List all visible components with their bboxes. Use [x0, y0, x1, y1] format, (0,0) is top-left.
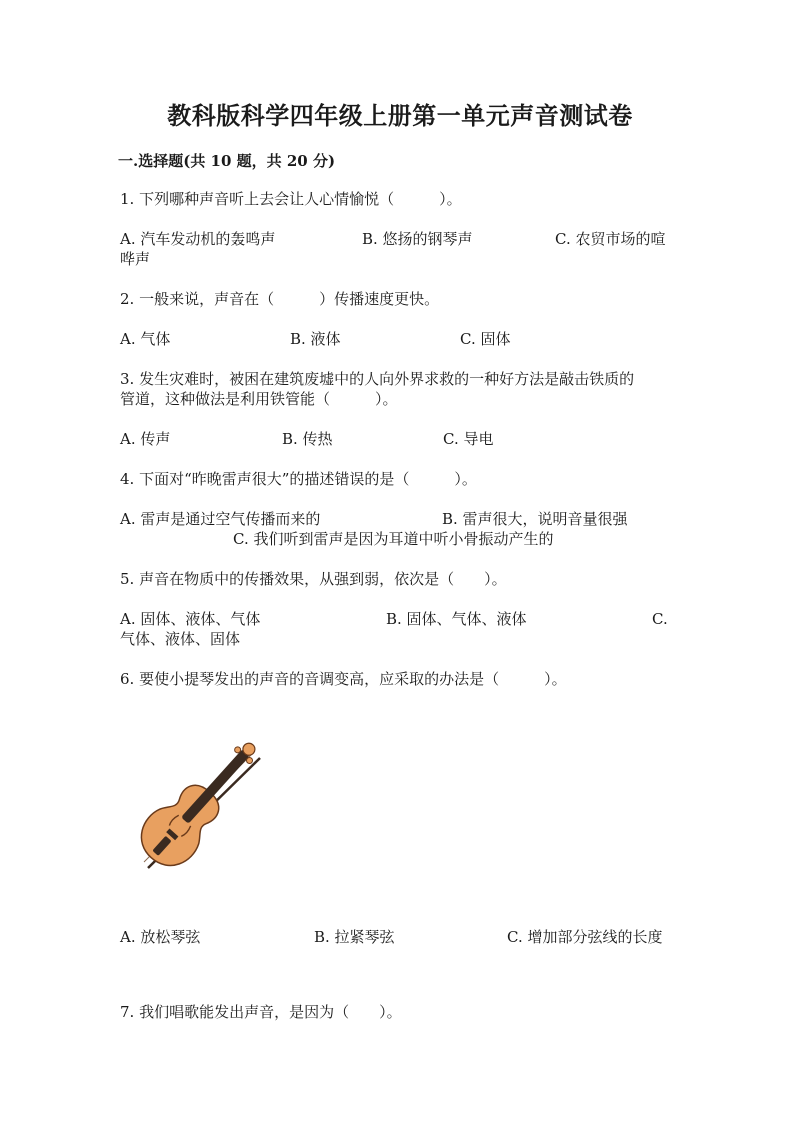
question-3-option-a: A. 传声 — [120, 430, 171, 448]
question-6-option-a: A. 放松琴弦 — [120, 928, 201, 946]
question-3-stem-line-2: 管道，这种做法是利用铁管能（ ）。 — [120, 390, 398, 408]
question-1-stem: 1. 下列哪种声音听上去会让人心情愉悦（ ）。 — [120, 190, 462, 208]
question-7-stem: 7. 我们唱歌能发出声音，是因为（ ）。 — [120, 1003, 402, 1021]
question-1-option-c-continued: 哗声 — [120, 250, 151, 268]
section-heading: 一.选择题(共 10 题，共 20 分) — [118, 152, 336, 170]
question-2-stem: 2. 一般来说，声音在（ ）传播速度更快。 — [120, 290, 440, 308]
question-3-stem-line-1: 3. 发生灾难时，被困在建筑废墟中的人向外界求救的一种好方法是敲击铁质的 — [120, 370, 635, 388]
page-title: 教科版科学四年级上册第一单元声音测试卷 — [167, 101, 633, 130]
question-4-option-a: A. 雷声是通过空气传播而来的 — [120, 510, 321, 528]
question-3-option-c: C. 导电 — [443, 430, 494, 448]
violin-body — [130, 726, 268, 877]
question-2-option-b: B. 液体 — [290, 330, 341, 348]
question-3-option-b: B. 传热 — [282, 430, 333, 448]
question-2-option-c: C. 固体 — [460, 330, 511, 348]
question-1-option-b: B. 悠扬的钢琴声 — [362, 230, 473, 248]
question-4-option-c: C. 我们听到雷声是因为耳道中听小骨振动产生的 — [233, 530, 554, 548]
question-5-option-c-label: C. — [652, 610, 668, 628]
question-5-option-a: A. 固体、液体、气体 — [120, 610, 261, 628]
question-1-option-a: A. 汽车发动机的轰鸣声 — [120, 230, 276, 248]
question-4-option-b: B. 雷声很大，说明音量很强 — [442, 510, 628, 528]
question-6-stem: 6. 要使小提琴发出的声音的音调变高，应采取的办法是（ ）。 — [120, 670, 567, 688]
question-5-option-c-text: 气体、液体、固体 — [120, 630, 241, 648]
question-2-option-a: A. 气体 — [120, 330, 171, 348]
question-5-option-b: B. 固体、气体、液体 — [386, 610, 527, 628]
question-6-option-c: C. 增加部分弦线的长度 — [507, 928, 663, 946]
question-1-option-c: C. 农贸市场的喧 — [555, 230, 666, 248]
violin-illustration — [118, 718, 268, 883]
question-5-stem: 5. 声音在物质中的传播效果，从强到弱，依次是（ ）。 — [120, 570, 507, 588]
question-6-option-b: B. 拉紧琴弦 — [314, 928, 395, 946]
question-4-stem: 4. 下面对“昨晚雷声很大”的描述错误的是（ ）。 — [120, 470, 477, 488]
